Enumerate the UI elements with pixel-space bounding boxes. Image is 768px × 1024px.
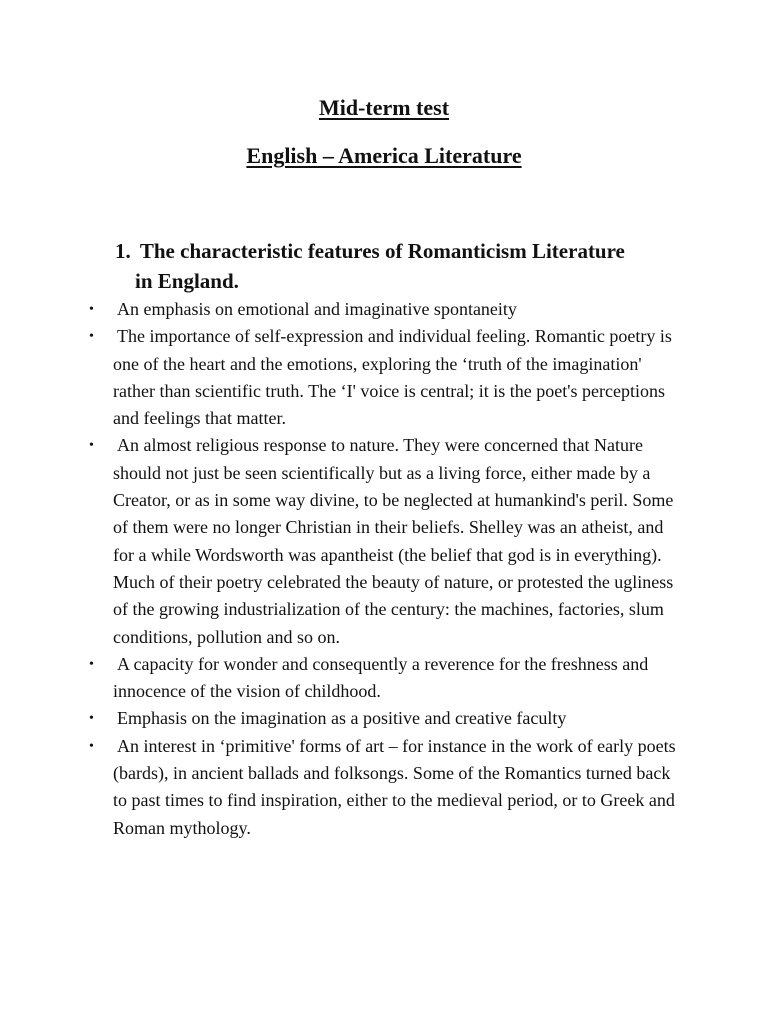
list-item-text: An almost religious response to nature. They were concerned that Nature should not just be seen scientifically but as a living force, either made by a Creator, or as in some way divine, to be neglected at humankind's peril. Some of them were no longer Christian in their beliefs. Shelley was an atheist, and for a while Wordsworth was apantheist (the belief that god is in everything). Much of their poetry celebrated the beauty of nature, or protested the ugliness of the growing industrialization of the century: the machines, factories, slum conditions, pollution and so on. (113, 435, 674, 647)
bullet-list (87, 296, 687, 842)
page-title: Mid-term test (318, 95, 450, 120)
list-item (87, 432, 687, 650)
section-heading (115, 236, 675, 296)
list-item (87, 651, 687, 706)
bullet-icon: • (89, 738, 94, 754)
section-number: 1. (115, 239, 131, 263)
list-item (87, 705, 687, 732)
bullet-icon: • (89, 711, 94, 727)
bullet-icon: • (89, 302, 94, 317)
list-item (87, 296, 687, 323)
bullet-icon: • (89, 656, 94, 672)
list-item-text: The importance of self-expression and individual feeling. Romantic poetry is one of the heart and the emotions, exploring the ‘truth of the imagination' rather than scientific truth. The ‘I' voice is central; it is the poet's perceptions and feelings that matter. (113, 326, 672, 429)
list-item-text: Emphasis on the imagination as a positive and creative faculty (117, 708, 567, 729)
bullet-icon: • (89, 329, 94, 345)
list-item (87, 733, 687, 842)
bullet-icon: • (89, 438, 94, 454)
list-item-text: A capacity for wonder and consequently a reverence for the freshness and innocence of the vision of childhood. (113, 653, 649, 702)
section-heading-line1: The characteristic features of Romanticism Literature (139, 239, 625, 263)
list-item (87, 323, 687, 432)
list-item-text: An emphasis on emotional and imaginative spontaneity (117, 299, 517, 319)
section-heading-line2: in England. (135, 269, 239, 293)
page-subtitle: English – America Literature (246, 143, 522, 168)
list-item-text: An interest in ‘primitive' forms of art – for instance in the work of early poets (bards), in ancient ballads and folksongs. Some of the Romantics turned back to past times to find inspiration, either to the medieval period, or to Greek and Roman mythology. (113, 735, 676, 838)
